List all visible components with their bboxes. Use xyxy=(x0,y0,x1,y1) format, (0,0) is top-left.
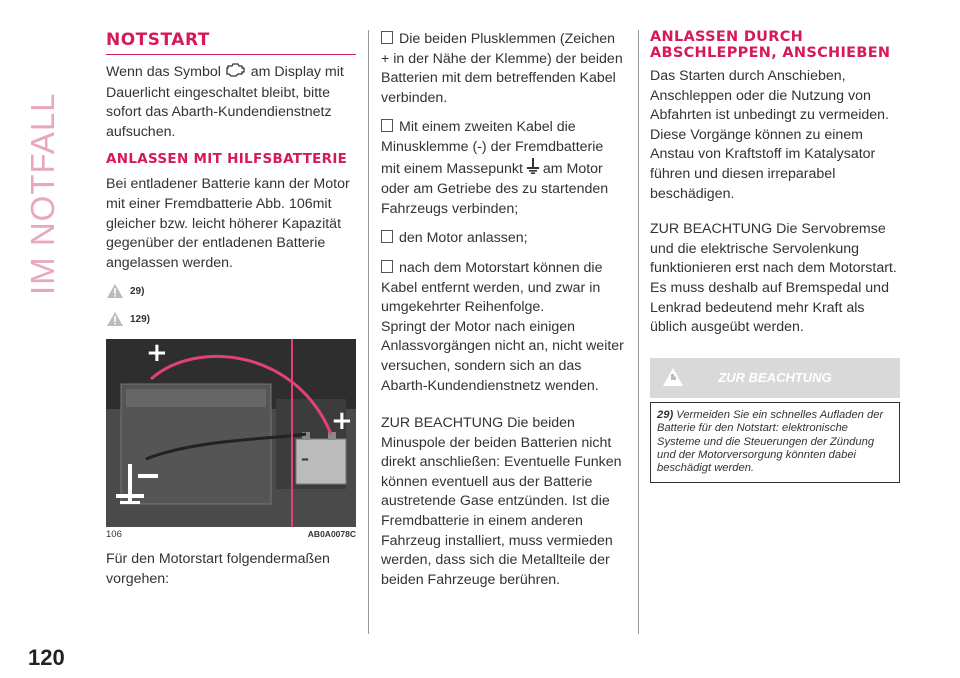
subheading-hilfsbatterie: ANLASSEN MIT HILFSBATTERIE xyxy=(106,151,348,168)
figure-number: 106 xyxy=(106,529,122,541)
warning-hand-icon xyxy=(662,366,684,388)
column-1 xyxy=(106,30,356,600)
note-text: Vermeiden Sie ein schnelles Aufladen der Batterie für den Notstart: elektronische Systeme und die Steuerungen der Zündung und der Motorversorgung könnten dabei beschädigt werden. xyxy=(657,408,884,475)
column-divider xyxy=(368,30,369,634)
warning-triangle-icon xyxy=(106,311,124,327)
list-item: den Motor anlassen; xyxy=(381,229,624,249)
note-reference: 29) xyxy=(657,408,674,421)
figure-code: AB0A0078C xyxy=(307,529,356,540)
figure-caption xyxy=(106,529,356,540)
intro-paragraph: Wenn das Symbol am Display mit Dauerlicht eingeschaltet bleibt, bitte sofort das Abarth-Kundendienstnetz aufsuchen. xyxy=(106,61,356,142)
side-title-text: IM NOTFALL xyxy=(24,92,61,295)
checkbox-bullet-icon xyxy=(381,119,393,132)
warning-triangle-icon xyxy=(106,283,124,299)
column-divider xyxy=(638,30,639,634)
warning-reference: 129) xyxy=(106,311,356,327)
list-item: Die beiden Plusklemmen (Zeichen + in der Nähe der Klemme) der beiden Batterien mit dem betreffenden Kabel verbinden. xyxy=(381,31,623,106)
checkbox-bullet-icon xyxy=(381,230,393,243)
svg-text:+: + xyxy=(331,406,353,437)
note-box xyxy=(650,402,900,483)
note-title: ZUR BEACHTUNG xyxy=(718,370,832,386)
list-item: nach dem Motorstart können die Kabel entfernt werden, und zwar in umgekehrter Reihenfolge. xyxy=(381,259,603,316)
paragraph-no-start: Springt der Motor nach einigen Anlassvorgängen nicht an, nicht weiter versuchen, sondern sich an das Abarth-Kundendienstnetz wenden. xyxy=(381,318,624,394)
paragraph-note: ZUR BEACHTUNG Die beiden Minuspole der beiden Batterien nicht direkt anschließen: Eventuelle Funken können eventuell aus der Batterie austretende Gase entzünden. Ist die Fremdbatterie in einem anderen Fahrzeug installiert, muss vermieden werden, dass sich die Metallteile der beiden Fahrzeuge berühren. xyxy=(381,415,622,588)
svg-text:–: – xyxy=(301,449,309,469)
paragraph-hilfsbatterie: Bei entladener Batterie kann der Motor mit einer Fremdbatterie Abb. 106mit gleicher bzw. leicht höherer Kapazität gegenüber der entladenen Batterie angelassen werden. xyxy=(106,176,350,271)
section-heading-notstart: NOTSTART xyxy=(106,30,356,55)
svg-text:+: + xyxy=(146,339,168,369)
note-header xyxy=(650,358,900,398)
section-heading-abschleppen: ANLASSEN DURCH ABSCHLEPPEN, ANSCHIEBEN xyxy=(650,29,891,61)
checkbox-bullet-icon xyxy=(381,260,393,273)
paragraph-abschleppen: Das Starten durch Anschieben, Anschleppen oder die Nutzung von Abfahrten ist unbedingt zu vermeiden. Diese Vorgänge können zu einem Anstau von Kraftstoff im Katalysator führen und diesen irreparabel beschädigen. xyxy=(650,68,889,202)
column-2 xyxy=(381,30,624,600)
warning-reference: 29) xyxy=(106,283,356,299)
checkbox-bullet-icon xyxy=(381,31,393,44)
column-3 xyxy=(650,30,900,483)
engine-warning-icon xyxy=(225,61,247,84)
procedure-intro: Für den Motorstart folgendermaßen vorgehen: xyxy=(106,551,330,587)
page-number: 120 xyxy=(28,645,65,670)
paragraph-servo-note: ZUR BEACHTUNG Die Servobremse und die elektrische Servolenkung funktionieren erst nach dem Motorstart. Es muss deshalb auf Bremspedal und Lenkrad bedeutend mehr Kraft als üblich ausgeübt werden. xyxy=(650,221,897,336)
list-item: Mit einem zweiten Kabel die Minusklemme (-) der Fremdbatterie mit einem Massepunkt am Motor oder am Getriebe des zu startenden Fahrzeugs verbinden; xyxy=(381,119,609,217)
side-section-title xyxy=(10,40,70,300)
ground-symbol-icon xyxy=(527,158,539,181)
jump-start-figure xyxy=(106,339,356,527)
